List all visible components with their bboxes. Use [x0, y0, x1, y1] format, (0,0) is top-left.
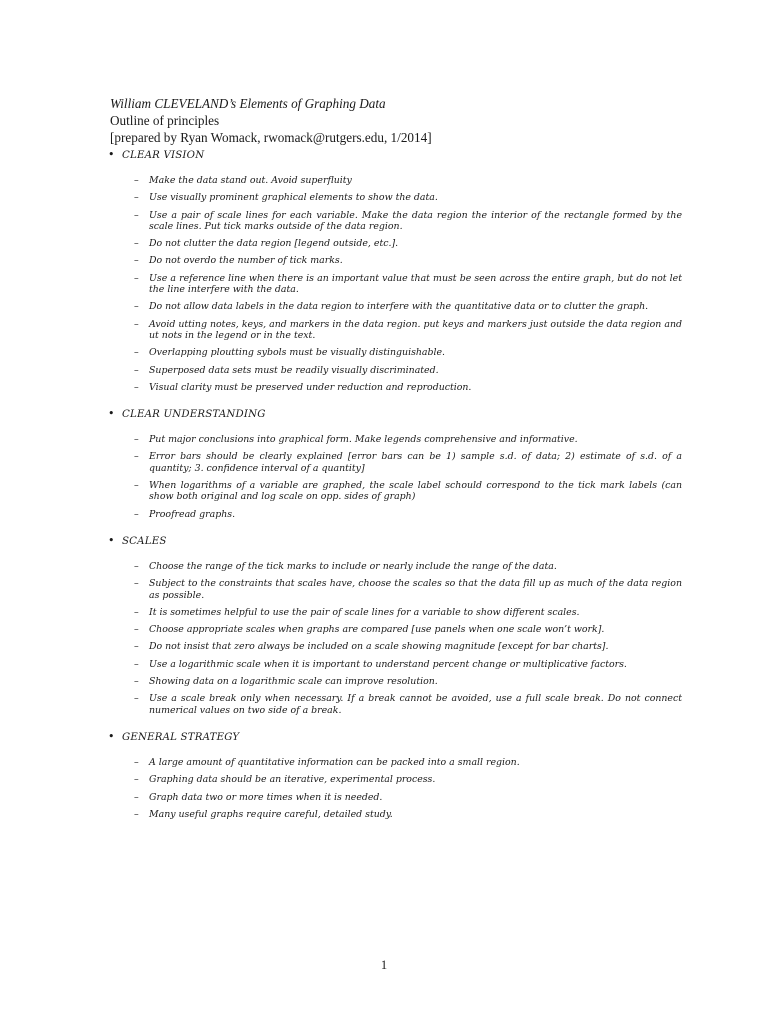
principle-text: Use a scale break only when necessary. If a break cannot be avoided, use a full scale break. Do not connect numerical values on two side of a break. [149, 693, 682, 716]
principle-item [134, 210, 682, 233]
section-heading [108, 407, 682, 423]
principle-item [134, 659, 682, 670]
document-header [110, 95, 670, 146]
principle-text: Error bars should be clearly explained [error bars can be 1) sample s.d. of data; 2) estimate of s.d. of a quantity; 3. confidence interval of a quantity] [149, 451, 682, 474]
dash-icon: – [134, 560, 139, 572]
principle-item [134, 676, 682, 687]
principle-item [134, 792, 682, 803]
principle-item [134, 273, 682, 296]
principle-text: Avoid utting notes, keys, and markers in the data region. put keys and markers just outside the data region and ut nots in the legend or in the text. [149, 318, 682, 341]
page-number: 1 [380, 958, 388, 972]
dash-icon: – [134, 693, 139, 705]
principle-item [134, 347, 682, 358]
principle-item [134, 451, 682, 474]
document-title: William CLEVELAND’s Elements of Graphing Data [110, 96, 386, 111]
principle-item [134, 509, 682, 520]
principle-item [134, 365, 682, 376]
outline-section [108, 407, 682, 520]
dash-icon: – [134, 676, 139, 688]
principle-text: When logarithms of a variable are graphed, the scale label schould correspond to the tick mark labels (can show both original and log scale on opp. sides of graph) [149, 480, 682, 503]
principle-text: Many useful graphs require careful, detailed study. [149, 808, 393, 820]
principle-item [134, 809, 682, 820]
section-title: SCALES [122, 535, 167, 547]
principle-text: Use a pair of scale lines for each variable. Make the data region the interior of the rectangle formed by the scale lines. Put tick marks outside of the data region. [149, 209, 682, 232]
principle-item [134, 693, 682, 716]
principle-list [108, 561, 682, 716]
principle-text: It is sometimes helpful to use the pair of scale lines for a variable to show different scales. [149, 606, 580, 618]
principle-text: Graphing data should be an iterative, experimental process. [149, 774, 436, 786]
section-title: CLEAR UNDERSTANDING [122, 409, 266, 421]
principle-text: Choose appropriate scales when graphs are compared [use panels when one scale won’t work]. [149, 624, 605, 636]
dash-icon: – [134, 451, 139, 463]
outline-section [108, 534, 682, 716]
outline-section [108, 148, 682, 393]
section-heading [108, 534, 682, 550]
principle-text: Use a reference line when there is an important value that must be seen across the entire graph, but do not let the line interfere with the data. [149, 272, 682, 296]
principle-text: Use a logarithmic scale when it is important to understand percent change or multiplicative factors. [149, 658, 627, 670]
dash-icon: – [134, 175, 139, 186]
dash-icon: – [134, 347, 139, 359]
principle-item [134, 319, 682, 342]
bullet-icon: • [108, 407, 115, 421]
principle-text: Superposed data sets must be readily visually discriminated. [149, 364, 439, 376]
principle-item [134, 578, 682, 601]
principle-item [134, 255, 682, 266]
principle-text: Visual clarity must be preserved under reduction and reproduction. [149, 381, 472, 393]
principle-text: Put major conclusions into graphical form. Make legends comprehensive and informative. [149, 434, 578, 446]
principle-item [134, 301, 682, 312]
principle-list [108, 175, 682, 393]
principle-item [134, 561, 682, 572]
section-title: GENERAL STRATEGY [122, 731, 240, 743]
principle-text: Graph data two or more times when it is needed. [149, 791, 383, 803]
dash-icon: – [134, 192, 139, 204]
dash-icon: – [134, 238, 139, 250]
section-title: CLEAR VISION [122, 150, 205, 161]
principle-text: Proofread graphs. [149, 508, 236, 520]
principle-item [134, 238, 682, 249]
dash-icon: – [134, 318, 139, 330]
outline-section [108, 730, 682, 820]
dash-icon: – [134, 578, 139, 590]
dash-icon: – [134, 641, 139, 653]
document-subtitle: Outline of principles [110, 113, 220, 128]
principle-item [134, 192, 682, 203]
dash-icon: – [134, 209, 139, 221]
principle-item [134, 757, 682, 768]
dash-icon: – [134, 255, 139, 267]
dash-icon: – [134, 774, 139, 786]
dash-icon: – [134, 364, 139, 376]
dash-icon: – [134, 606, 139, 618]
principle-text: Do not insist that zero always be included on a scale showing magnitude [except for bar charts]. [149, 641, 609, 653]
section-heading [108, 148, 682, 164]
dash-icon: – [134, 434, 139, 446]
principle-item [134, 382, 682, 393]
principle-item [134, 641, 682, 652]
bullet-icon: • [108, 729, 115, 743]
principle-text: Showing data on a logarithmic scale can improve resolution. [149, 676, 438, 688]
dash-icon: – [134, 272, 139, 284]
principles-outline [108, 148, 682, 834]
prepared-by-line: [prepared by Ryan Womack, rwomack@rutgers.edu, 1/2014] [110, 130, 432, 145]
principle-text: Choose the range of the tick marks to include or nearly include the range of the data. [149, 560, 557, 572]
principle-item [134, 480, 682, 503]
principle-list [108, 757, 682, 820]
principle-text: Use visually prominent graphical elements to show the data. [149, 192, 438, 204]
bullet-icon: • [108, 533, 115, 547]
principle-text: Do not allow data labels in the data region to interfere with the quantitative data or to clutter the graph. [149, 301, 649, 313]
principle-text: Subject to the constraints that scales have, choose the scales so that the data fill up as much of the data region as possible. [149, 578, 682, 601]
dash-icon: – [134, 301, 139, 313]
dash-icon: – [134, 658, 139, 670]
dash-icon: – [134, 508, 139, 520]
principle-item [134, 774, 682, 785]
principle-text: Overlapping ploutting sybols must be visually distinguishable. [149, 347, 446, 359]
principle-item [134, 434, 682, 445]
dash-icon: – [134, 480, 139, 492]
principle-item [134, 624, 682, 635]
dash-icon: – [134, 756, 139, 768]
dash-icon: – [134, 381, 139, 393]
principle-list [108, 434, 682, 520]
principle-text: A large amount of quantitative information can be packed into a small region. [149, 756, 520, 768]
dash-icon: – [134, 624, 139, 636]
principle-text: Make the data stand out. Avoid superfluity [149, 175, 352, 186]
principle-item [134, 175, 682, 186]
principle-item [134, 607, 682, 618]
principle-text: Do not overdo the number of tick marks. [149, 255, 343, 267]
principle-text: Do not clutter the data region [legend outside, etc.]. [149, 238, 399, 250]
dash-icon: – [134, 791, 139, 803]
bullet-icon: • [108, 148, 115, 161]
section-heading [108, 730, 682, 746]
dash-icon: – [134, 808, 139, 820]
